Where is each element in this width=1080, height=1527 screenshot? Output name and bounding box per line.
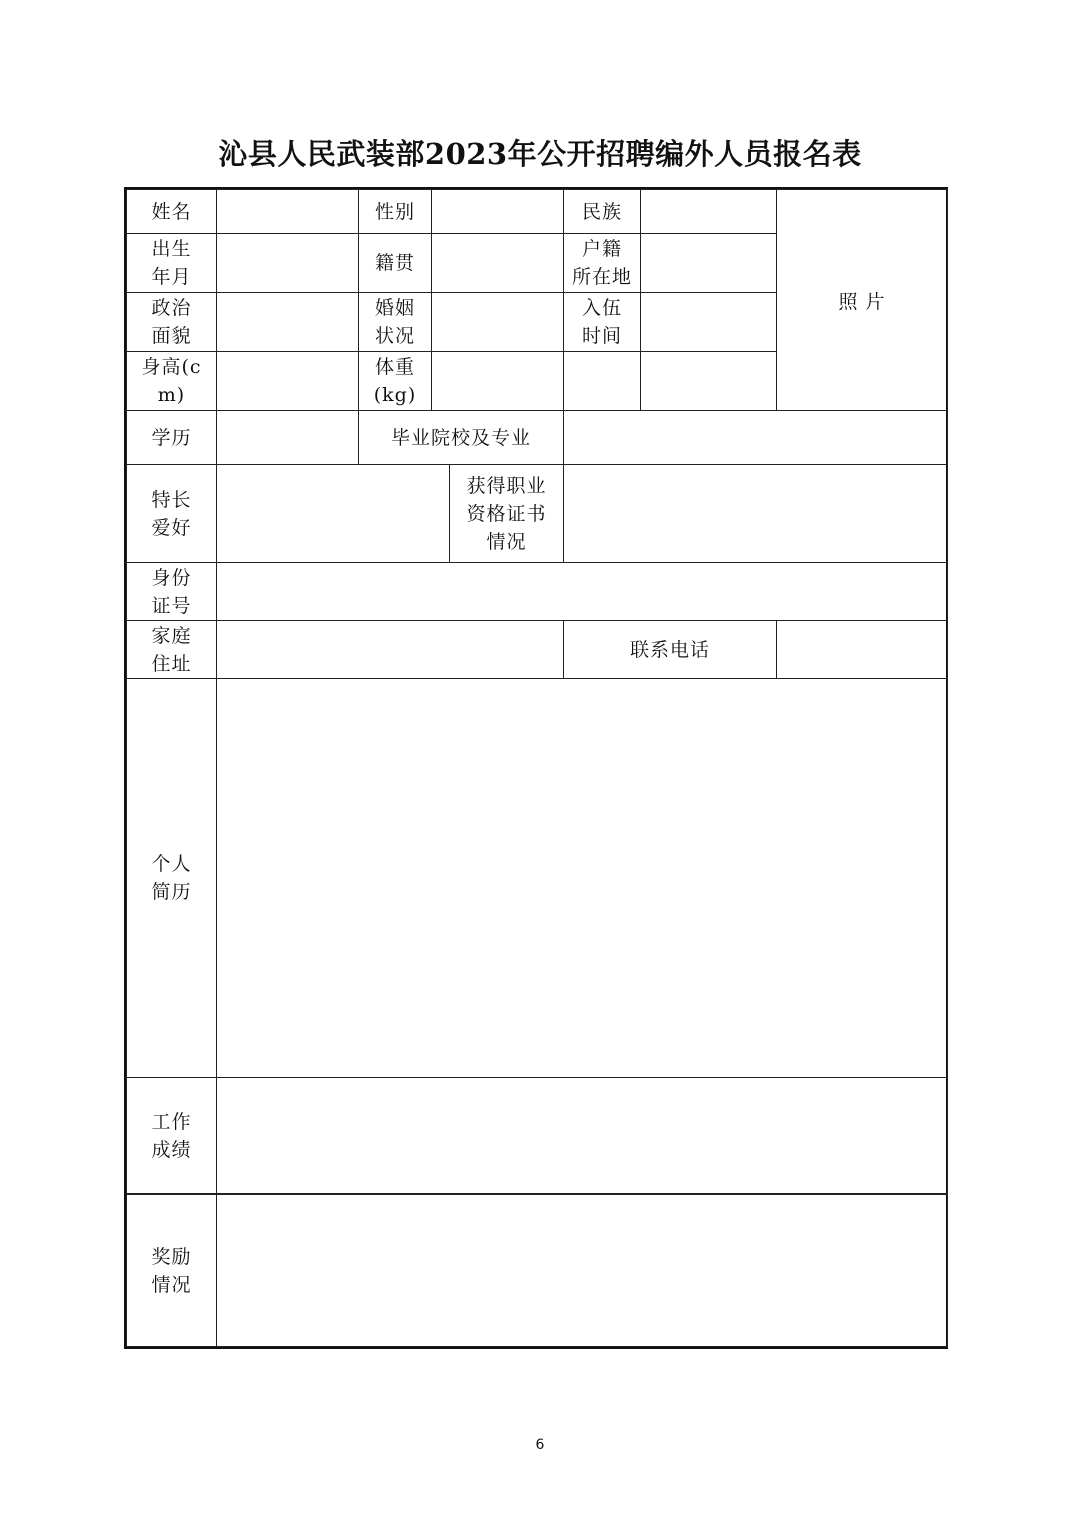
label-awards (126, 1193, 217, 1347)
label-resume (126, 678, 217, 1078)
registration-form (124, 187, 948, 1349)
label-ethnicity-text: 民族 (581, 200, 622, 223)
label-resume-text: 个人 简历 (151, 853, 192, 903)
label-gender (358, 189, 432, 234)
label-marital-status-text: 婚姻 状况 (374, 297, 415, 347)
label-work-results-text: 工作 成绩 (151, 1110, 192, 1161)
work-results-field[interactable] (216, 1077, 948, 1194)
label-marital-status (358, 292, 432, 352)
label-name-text: 姓名 (151, 200, 192, 223)
id-number-field[interactable] (216, 562, 948, 621)
label-specialty (126, 464, 217, 563)
specialty-field[interactable] (216, 464, 450, 563)
household-location-field[interactable] (640, 233, 777, 293)
home-address-field[interactable] (216, 620, 564, 679)
label-certificates-text: 获得职业 资格证书 情况 (466, 474, 547, 553)
label-home-address-text: 家庭 住址 (151, 624, 192, 675)
marital-status-field[interactable] (431, 292, 564, 352)
label-political-status-text: 政治 面貌 (151, 297, 192, 347)
label-id-number (126, 562, 217, 621)
form-title: 沁县人民武装部2023年公开招聘编外人员报名表 (218, 137, 862, 171)
phone-field[interactable] (776, 620, 948, 679)
political-status-field[interactable] (216, 292, 359, 352)
blank-cell-b[interactable] (640, 351, 777, 411)
awards-field[interactable] (216, 1193, 948, 1347)
height-field[interactable] (216, 351, 359, 411)
label-height-text: 身高(c m) (141, 356, 202, 406)
education-field[interactable] (216, 410, 359, 465)
label-gender-text: 性别 (374, 200, 415, 223)
page-number: 6 (535, 1437, 545, 1453)
enlistment-time-field[interactable] (640, 292, 777, 352)
label-household-location-text: 户籍 所在地 (571, 238, 632, 288)
gender-field[interactable] (431, 189, 564, 234)
label-native-place-text: 籍贯 (374, 252, 415, 274)
certificates-field[interactable] (563, 464, 948, 563)
label-weight (358, 351, 432, 411)
label-political-status (126, 292, 217, 352)
label-enlistment-time-text: 入伍 时间 (581, 297, 622, 347)
resume-field[interactable] (216, 678, 948, 1078)
label-weight-text: 体重 (kg) (373, 356, 417, 406)
label-phone (563, 620, 777, 679)
name-field[interactable] (216, 189, 359, 234)
label-height (126, 351, 217, 411)
label-name (126, 189, 217, 234)
label-native-place (358, 233, 432, 293)
label-education (126, 410, 217, 465)
school-major-field[interactable] (563, 410, 948, 465)
label-certificates (449, 464, 564, 563)
label-birth (126, 233, 217, 293)
label-work-results (126, 1077, 217, 1194)
label-school-major (358, 410, 564, 465)
photo-label: 照 片 (838, 291, 886, 313)
label-phone-text: 联系电话 (629, 638, 710, 661)
birth-field[interactable] (216, 233, 359, 293)
label-id-number-text: 身份 证号 (151, 566, 192, 617)
label-school-major-text: 毕业院校及专业 (390, 426, 531, 449)
blank-cell-a[interactable] (563, 351, 641, 411)
label-home-address (126, 620, 217, 679)
ethnicity-field[interactable] (640, 189, 777, 234)
label-household-location (563, 233, 641, 293)
label-specialty-text: 特长 爱好 (151, 488, 192, 539)
weight-field[interactable] (431, 351, 564, 411)
label-education-text: 学历 (151, 426, 192, 449)
photo-box[interactable] (776, 189, 948, 411)
label-enlistment-time (563, 292, 641, 352)
label-awards-text: 奖励 情况 (151, 1245, 192, 1296)
label-birth-text: 出生 年月 (151, 238, 192, 288)
label-ethnicity (563, 189, 641, 234)
native-place-field[interactable] (431, 233, 564, 293)
